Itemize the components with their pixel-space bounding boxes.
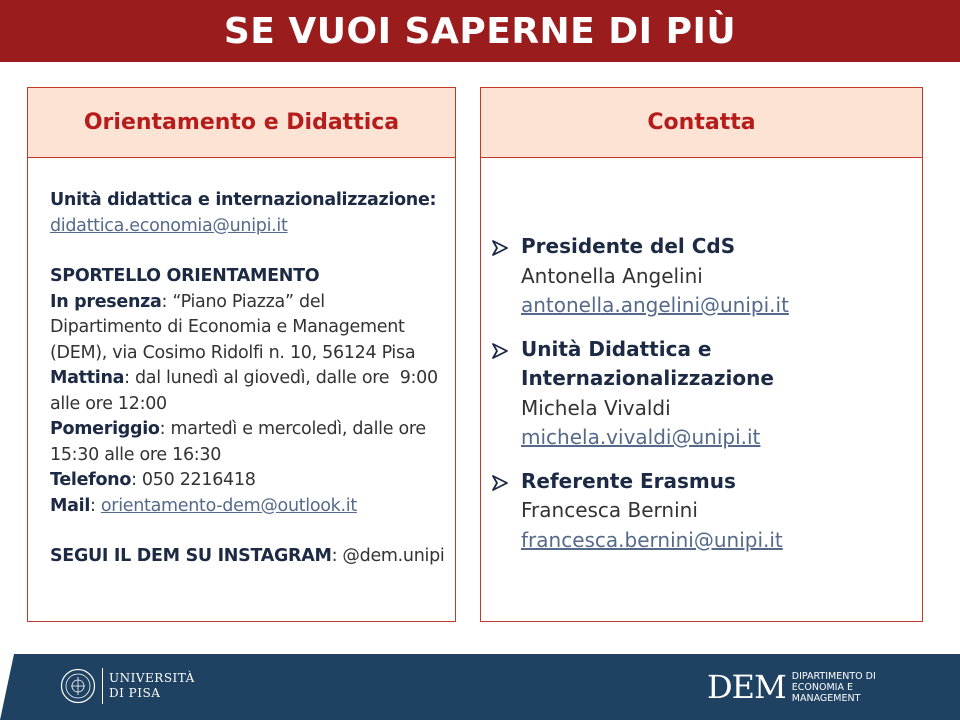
instagram-handle: : @dem.unipi — [331, 546, 445, 566]
contact-item — [491, 335, 912, 453]
contact-name: Francesca Bernini — [521, 498, 698, 522]
contact-role: Presidente del CdS — [521, 234, 736, 258]
orientamento-panel — [27, 87, 456, 622]
contact-email-link[interactable]: francesca.bernini@unipi.it — [521, 527, 783, 552]
pomeriggio-line2: 15:30 alle ore 16:30 — [50, 444, 222, 465]
contact-item — [491, 467, 912, 556]
title-bar — [0, 0, 960, 62]
contact-email-link[interactable]: antonella.angelini@unipi.it — [521, 293, 789, 317]
contatta-panel — [480, 87, 923, 622]
unipi-name-line2: DI PISA — [109, 686, 161, 700]
contact-email-link[interactable]: michela.vivaldi@unipi.it — [521, 425, 761, 449]
contact-item — [491, 232, 912, 321]
presenza-label: In presenza — [50, 291, 162, 312]
contact-name: Antonella Angelini — [521, 263, 703, 288]
unit-email-link[interactable]: didattica.economia@unipi.it — [50, 215, 288, 236]
unipi-seal-icon — [60, 668, 96, 704]
unipi-separator — [102, 668, 103, 704]
dem-name-line3: MANAGEMENT — [791, 692, 861, 704]
mattina-label: Mattina — [50, 368, 125, 388]
dem-name-line1: DIPARTIMENTO DI — [791, 670, 876, 682]
mail-label: Mail — [50, 495, 91, 516]
contact-role-line2: Internazionalizzazione — [521, 366, 774, 390]
contatta-panel-title: Contatta — [647, 110, 756, 135]
contact-role-line1: Unità Didattica e — [521, 336, 712, 361]
presenza-line2: Dipartimento di Economia e Management — [50, 317, 405, 337]
dem-logo-mark: DEM — [707, 668, 786, 706]
pomeriggio-line1: : martedì e mercoledì, dalle ore — [159, 419, 426, 439]
telefono-label: Telefono — [50, 470, 132, 490]
orientamento-panel-title: Orientamento e Didattica — [83, 110, 400, 135]
mail-sep: : — [90, 495, 101, 516]
sportello-title: SPORTELLO ORIENTAMENTO — [50, 266, 320, 286]
telefono-value: : 050 2216418 — [131, 470, 256, 490]
mail-link[interactable]: orientamento-dem@outlook.it — [100, 495, 357, 516]
orientamento-panel-body — [28, 158, 455, 570]
presenza-line1: : “Piano Piazza” del — [161, 291, 325, 312]
mattina-line2: alle ore 12:00 — [50, 393, 167, 414]
dem-name-line2: ECONOMIA E — [791, 681, 853, 693]
orientamento-panel-header — [28, 88, 455, 158]
arrow-bullet-icon — [491, 232, 521, 321]
arrow-bullet-icon — [491, 467, 521, 556]
arrow-bullet-icon — [491, 335, 521, 453]
pomeriggio-label: Pomeriggio — [50, 419, 160, 439]
contact-role: Referente Erasmus — [521, 468, 736, 493]
contatta-panel-body — [481, 158, 922, 555]
page-title: SE VUOI SAPERNE DI PIÙ — [223, 10, 737, 52]
contact-name: Michela Vivaldi — [521, 395, 671, 420]
unipi-logo — [60, 668, 195, 704]
presenza-line3: (DEM), via Cosimo Ridolfi n. 10, 56124 Pisa — [50, 342, 416, 363]
instagram-label: SEGUI IL DEM SU INSTAGRAM — [50, 546, 332, 566]
unipi-name-line1: UNIVERSITÀ — [109, 671, 195, 685]
unit-label: Unità didattica e internazionalizzazione: — [50, 190, 437, 210]
mattina-line1: : dal lunedì al giovedì, dalle ore 9:00 — [124, 368, 438, 388]
dem-logo — [707, 668, 876, 706]
contatta-panel-header — [481, 88, 922, 158]
